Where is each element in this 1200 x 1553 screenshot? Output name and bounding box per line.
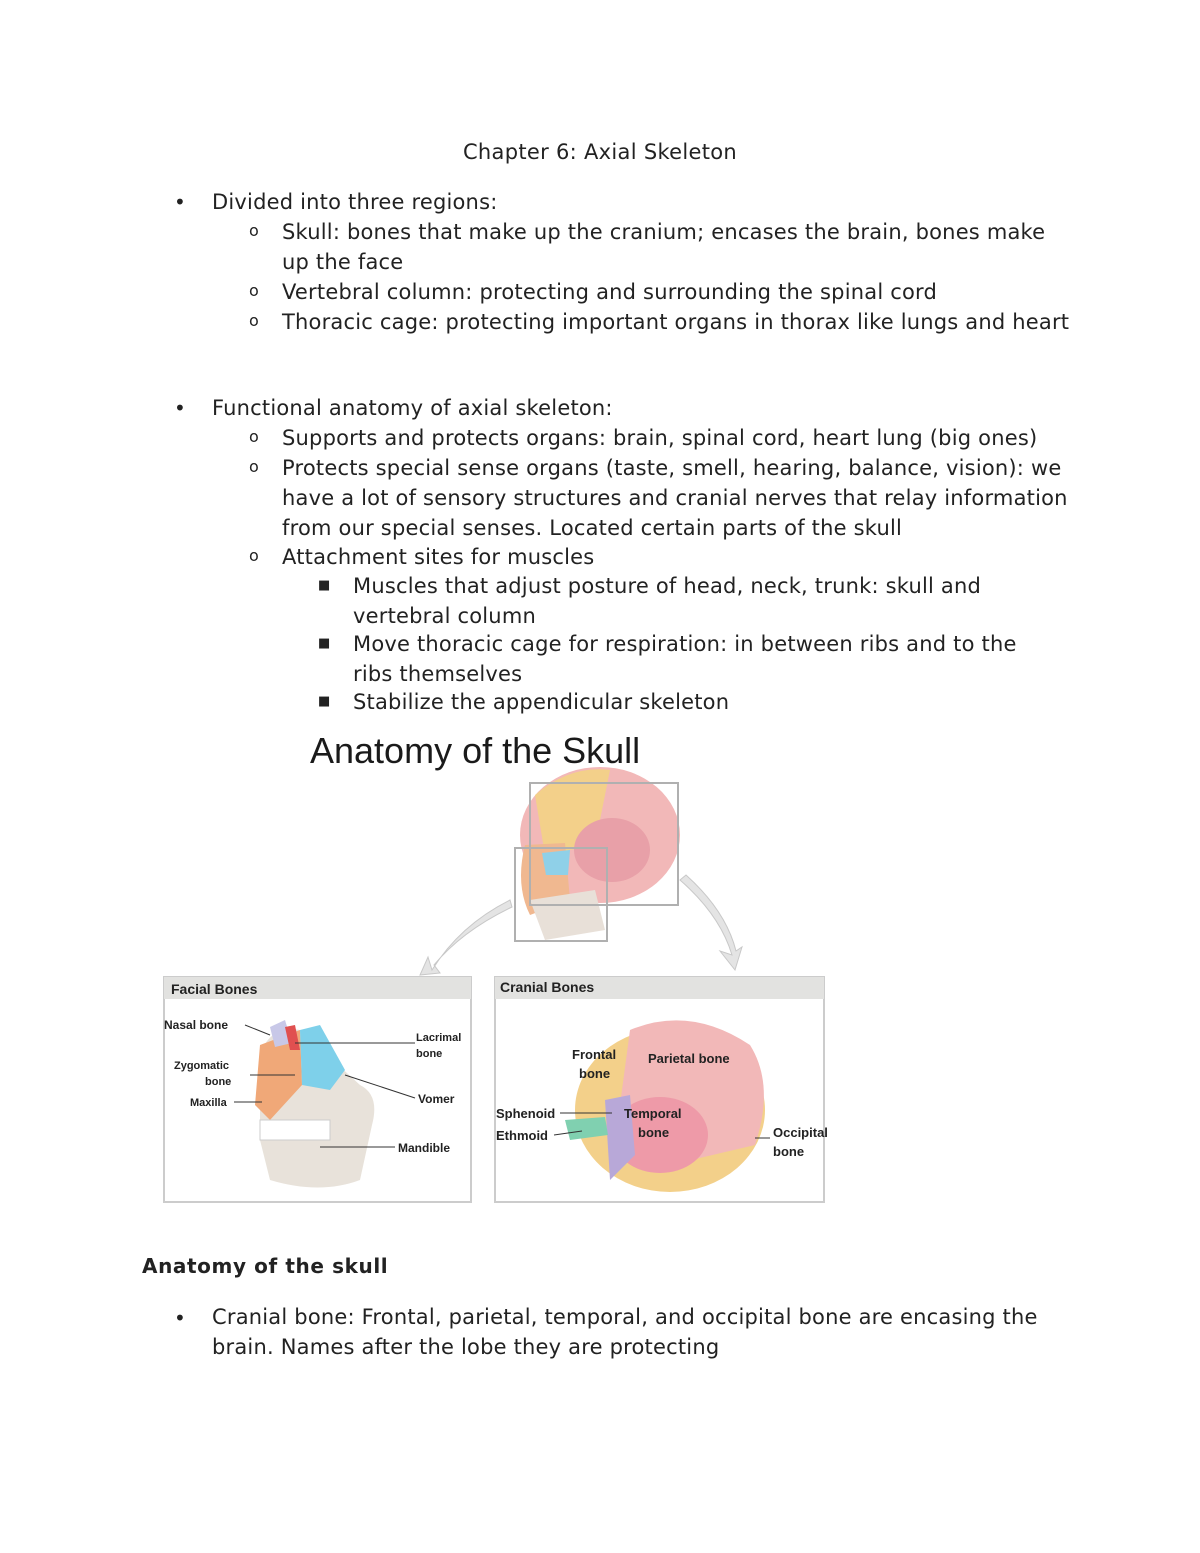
label-lacrimal: Lacrimal bbox=[416, 1032, 462, 1044]
bullet-icon: o bbox=[249, 311, 259, 330]
label-ethmoid: Ethmoid bbox=[496, 1128, 548, 1143]
label-frontal-bone: bone bbox=[579, 1066, 611, 1081]
label-mandible: Mandible bbox=[398, 1141, 451, 1155]
bullet-icon: o bbox=[249, 457, 259, 476]
label-vomer: Vomer bbox=[418, 1092, 455, 1106]
section1-item-thoracic: Thoracic cage: protecting important organs in thorax like lungs and heart bbox=[282, 310, 1070, 334]
bullet-icon: ■ bbox=[318, 694, 331, 709]
label-sphenoid: Sphenoid bbox=[496, 1106, 556, 1121]
figure-title: Anatomy of the Skull bbox=[310, 730, 641, 771]
bullet-icon: • bbox=[174, 396, 186, 420]
label-temporal-bone: bone bbox=[638, 1125, 670, 1140]
skull-anatomy-figure bbox=[150, 725, 850, 1215]
section2-item-supports: Supports and protects organs: brain, spinal cord, heart lung (big ones) bbox=[282, 426, 1038, 450]
label-nasal-bone: Nasal bone bbox=[164, 1018, 229, 1032]
facial-bones-panel bbox=[164, 977, 471, 1202]
section2-item-attachment: Attachment sites for muscles bbox=[282, 545, 595, 569]
bullet-icon: o bbox=[249, 546, 259, 565]
label-lacrimal-bone: bone bbox=[416, 1048, 443, 1060]
label-zygomatic-bone: bone bbox=[205, 1076, 232, 1088]
label-zygomatic: Zygomatic bbox=[174, 1060, 230, 1072]
label-parietal-bone: Parietal bone bbox=[648, 1051, 730, 1066]
label-temporal: Temporal bbox=[624, 1106, 682, 1121]
bullet-icon: o bbox=[249, 221, 259, 240]
cranial-bones-panel bbox=[495, 977, 828, 1202]
section1-item-vertebral: Vertebral column: protecting and surrounding the spinal cord bbox=[282, 280, 938, 304]
bullet-icon: • bbox=[174, 1306, 186, 1330]
bullet-icon: o bbox=[249, 281, 259, 300]
section2-subitem-stabilize: Stabilize the appendicular skeleton bbox=[353, 690, 730, 714]
bullet-icon: o bbox=[249, 427, 259, 446]
section3-heading: Anatomy of the skull bbox=[142, 1254, 389, 1278]
arrow-right-icon bbox=[680, 875, 742, 970]
arrow-left-icon bbox=[420, 900, 512, 975]
label-frontal: Frontal bbox=[572, 1047, 617, 1062]
facial-bones-header: Facial Bones bbox=[171, 981, 258, 997]
page-title: Chapter 6: Axial Skeleton bbox=[462, 140, 738, 164]
skull-illustration bbox=[515, 767, 680, 941]
cranial-bones-header: Cranial Bones bbox=[500, 979, 595, 995]
section2-heading: Functional anatomy of axial skeleton: bbox=[212, 396, 613, 420]
bullet-icon: ■ bbox=[318, 636, 331, 651]
label-maxilla: Maxilla bbox=[190, 1097, 227, 1109]
bullet-icon: ■ bbox=[318, 578, 331, 593]
section3-item-cranial: Cranial bone: Frontal, parietal, temporal, and occipital bone are encasing the brain. Names after the lobe they are protecting bbox=[212, 1305, 1038, 1359]
section1-heading: Divided into three regions: bbox=[212, 190, 498, 214]
label-occipital-bone: bone bbox=[773, 1144, 805, 1159]
label-occipital: Occipital bbox=[773, 1125, 828, 1140]
bullet-icon: • bbox=[174, 190, 186, 214]
section1-item-skull: Skull: bones that make up the cranium; encases the brain, bones make up the face bbox=[282, 220, 1046, 274]
section2-subitem-posture: Muscles that adjust posture of head, neck, trunk: skull and vertebral column bbox=[353, 574, 982, 628]
section2-subitem-respiration: Move thoracic cage for respiration: in between ribs and to the ribs themselves bbox=[353, 632, 1017, 686]
section2-item-senses: Protects special sense organs (taste, smell, hearing, balance, vision): we have a lot of sensory structures and cranial nerves that relay information from our special senses. Located certain parts of the skull bbox=[282, 456, 1068, 540]
